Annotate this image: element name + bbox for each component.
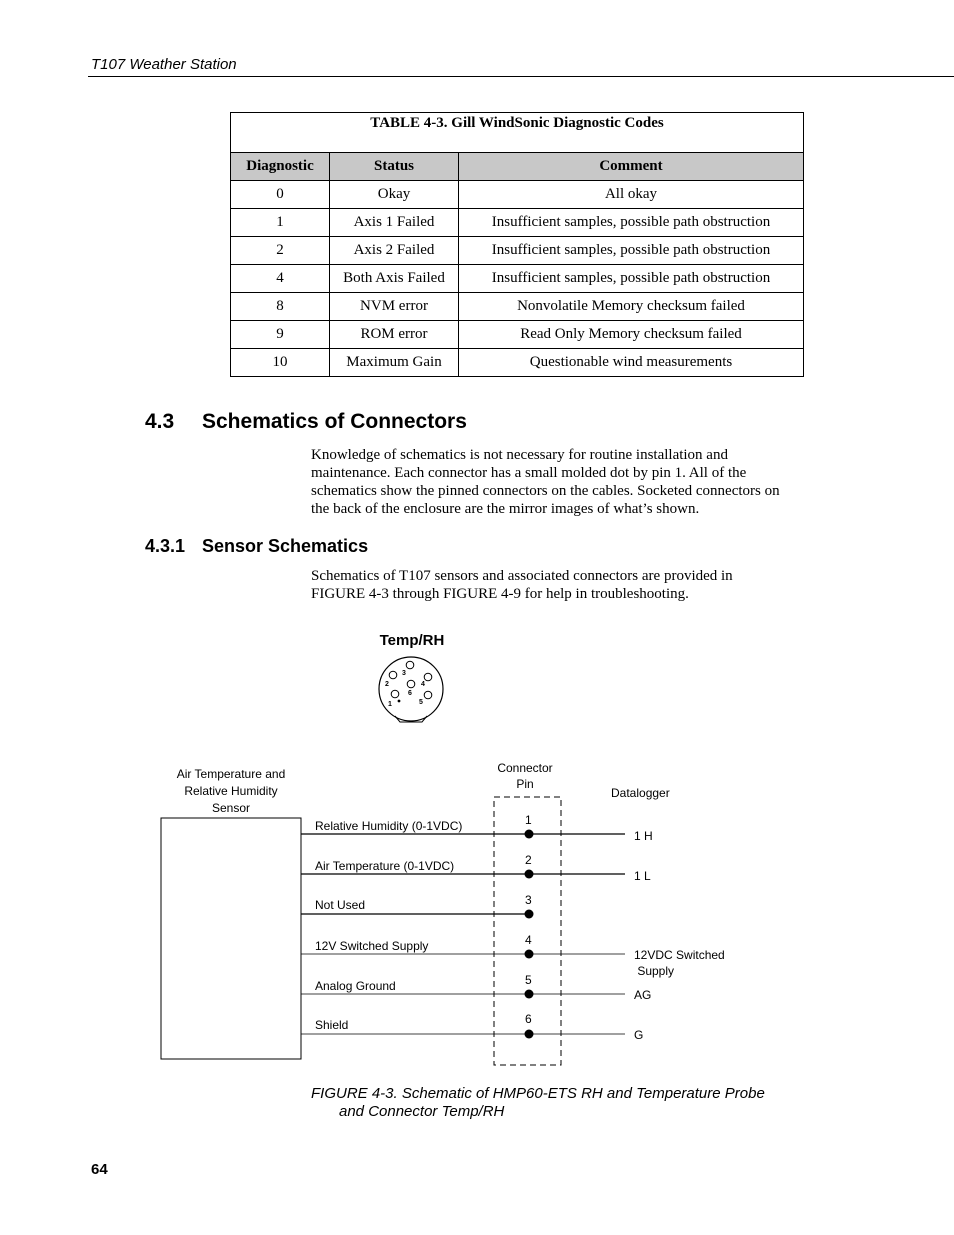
section-number: 4.3 — [145, 410, 175, 433]
cell-diagnostic: 9 — [231, 321, 330, 349]
cell-diagnostic: 10 — [231, 349, 330, 377]
subsection-number: 4.3.1 — [145, 536, 186, 556]
subsection-title: Sensor Schematics — [202, 536, 369, 556]
datalogger-terminal: 12VDC Switched — [634, 948, 725, 962]
pin-label: 6 — [408, 690, 412, 697]
sensor-label-line: Air Temperature and — [176, 767, 286, 781]
cell-diagnostic: 0 — [231, 181, 330, 209]
wire-pin-number: 1 — [525, 813, 532, 827]
pin-dot — [525, 910, 534, 919]
pin-label: 2 — [385, 681, 389, 688]
paragraph-line: the back of the enclosure are the mirror images of what’s shown. — [311, 501, 700, 517]
table-caption: TABLE 4-3. Gill WindSonic Diagnostic Codes — [231, 113, 804, 153]
wire-pin-number: 5 — [525, 973, 532, 987]
section-title: Schematics of Connectors — [202, 410, 467, 433]
cell-comment: All okay — [459, 181, 804, 209]
connector-pin — [424, 673, 432, 681]
connector-pin — [406, 661, 414, 669]
column-header-status: Status — [330, 153, 459, 181]
connector-pin — [391, 690, 399, 698]
sensor-label-line: Relative Humidity — [184, 784, 278, 798]
paragraph-line: Knowledge of schematics is not necessary for routine installation and — [311, 447, 728, 463]
pin-label: 5 — [419, 699, 423, 706]
paragraph-line: Schematics of T107 sensors and associated connectors are provided in — [311, 568, 733, 584]
wire-signal-label: Not Used — [315, 898, 366, 912]
connector-pin-header: Pin — [516, 777, 534, 791]
wire-signal-label: Air Temperature (0-1VDC) — [315, 859, 455, 873]
paragraph-line: maintenance. Each connector has a small molded dot by pin 1. All of the — [311, 465, 747, 481]
column-header-diagnostic: Diagnostic — [231, 153, 330, 181]
wire-row — [301, 973, 651, 1002]
running-header-title: T107 Weather Station — [91, 56, 237, 73]
datalogger-terminal: Supply — [634, 964, 675, 978]
cell-diagnostic: 2 — [231, 237, 330, 265]
connector-pin — [389, 671, 397, 679]
datalogger-terminal: 1 H — [634, 829, 653, 843]
cell-status: Axis 2 Failed — [330, 237, 459, 265]
figure-caption — [311, 1085, 765, 1121]
datalogger-header: Datalogger — [611, 786, 670, 800]
cell-status: Okay — [330, 181, 459, 209]
pin-dot — [525, 830, 534, 839]
wire-signal-label: Analog Ground — [315, 979, 396, 993]
pin-label: 1 — [388, 701, 392, 708]
connector-pin — [407, 680, 415, 688]
sensor-label-line: Sensor — [211, 801, 251, 815]
wire-row — [301, 933, 725, 978]
connector-pin-header: Connector — [497, 761, 553, 775]
sensor-box — [161, 818, 301, 1059]
cell-status: ROM error — [330, 321, 459, 349]
wire-signal-label: 12V Switched Supply — [315, 939, 429, 953]
wire-row — [301, 813, 653, 843]
cell-comment: Questionable wind measurements — [459, 349, 804, 377]
cell-status: NVM error — [330, 293, 459, 321]
datalogger-terminal: 1 L — [634, 869, 651, 883]
caption-line: and Connector Temp/RH — [339, 1103, 505, 1120]
pin-dot — [525, 870, 534, 879]
cell-diagnostic: 8 — [231, 293, 330, 321]
cell-comment: Read Only Memory checksum failed — [459, 321, 804, 349]
pin-dot — [525, 950, 534, 959]
datalogger-terminal: G — [634, 1028, 644, 1042]
connector-pin — [424, 691, 432, 699]
wire-pin-number: 2 — [525, 853, 532, 867]
cell-comment: Insufficient samples, possible path obstruction — [459, 209, 804, 237]
cell-status: Axis 1 Failed — [330, 209, 459, 237]
wire-signal-label: Relative Humidity (0-1VDC) — [315, 819, 463, 833]
wire-pin-number: 3 — [525, 893, 532, 907]
pin-dot — [525, 1030, 534, 1039]
pin1-dot — [398, 700, 401, 703]
cell-diagnostic: 4 — [231, 265, 330, 293]
pin-label: 4 — [421, 681, 425, 688]
cell-comment: Nonvolatile Memory checksum failed — [459, 293, 804, 321]
datalogger-terminal: AG — [634, 988, 652, 1002]
wire-row — [301, 853, 651, 883]
paragraph-line: FIGURE 4-3 through FIGURE 4-9 for help in troubleshooting. — [311, 586, 689, 602]
wire-row — [301, 893, 534, 919]
wire-signal-label: Shield — [315, 1018, 349, 1032]
wire-pin-number: 6 — [525, 1012, 532, 1026]
wire-pin-number: 4 — [525, 933, 532, 947]
pin-label: 3 — [402, 670, 406, 677]
pin-dot — [525, 990, 534, 999]
cell-status: Maximum Gain — [330, 349, 459, 377]
connector-face-icon — [379, 657, 443, 722]
page-number: 64 — [91, 1161, 108, 1178]
wire-row — [301, 1012, 643, 1042]
cell-comment: Insufficient samples, possible path obstruction — [459, 237, 804, 265]
cell-status: Both Axis Failed — [330, 265, 459, 293]
caption-line: FIGURE 4-3. Schematic of HMP60-ETS RH and Temperature Probe — [311, 1085, 765, 1102]
column-header-comment: Comment — [459, 153, 804, 181]
cell-diagnostic: 1 — [231, 209, 330, 237]
paragraph-line: schematics show the pinned connectors on the cables. Socketed connectors on — [311, 483, 780, 499]
cell-comment: Insufficient samples, possible path obstruction — [459, 265, 804, 293]
connector-label: Temp/RH — [379, 632, 445, 649]
